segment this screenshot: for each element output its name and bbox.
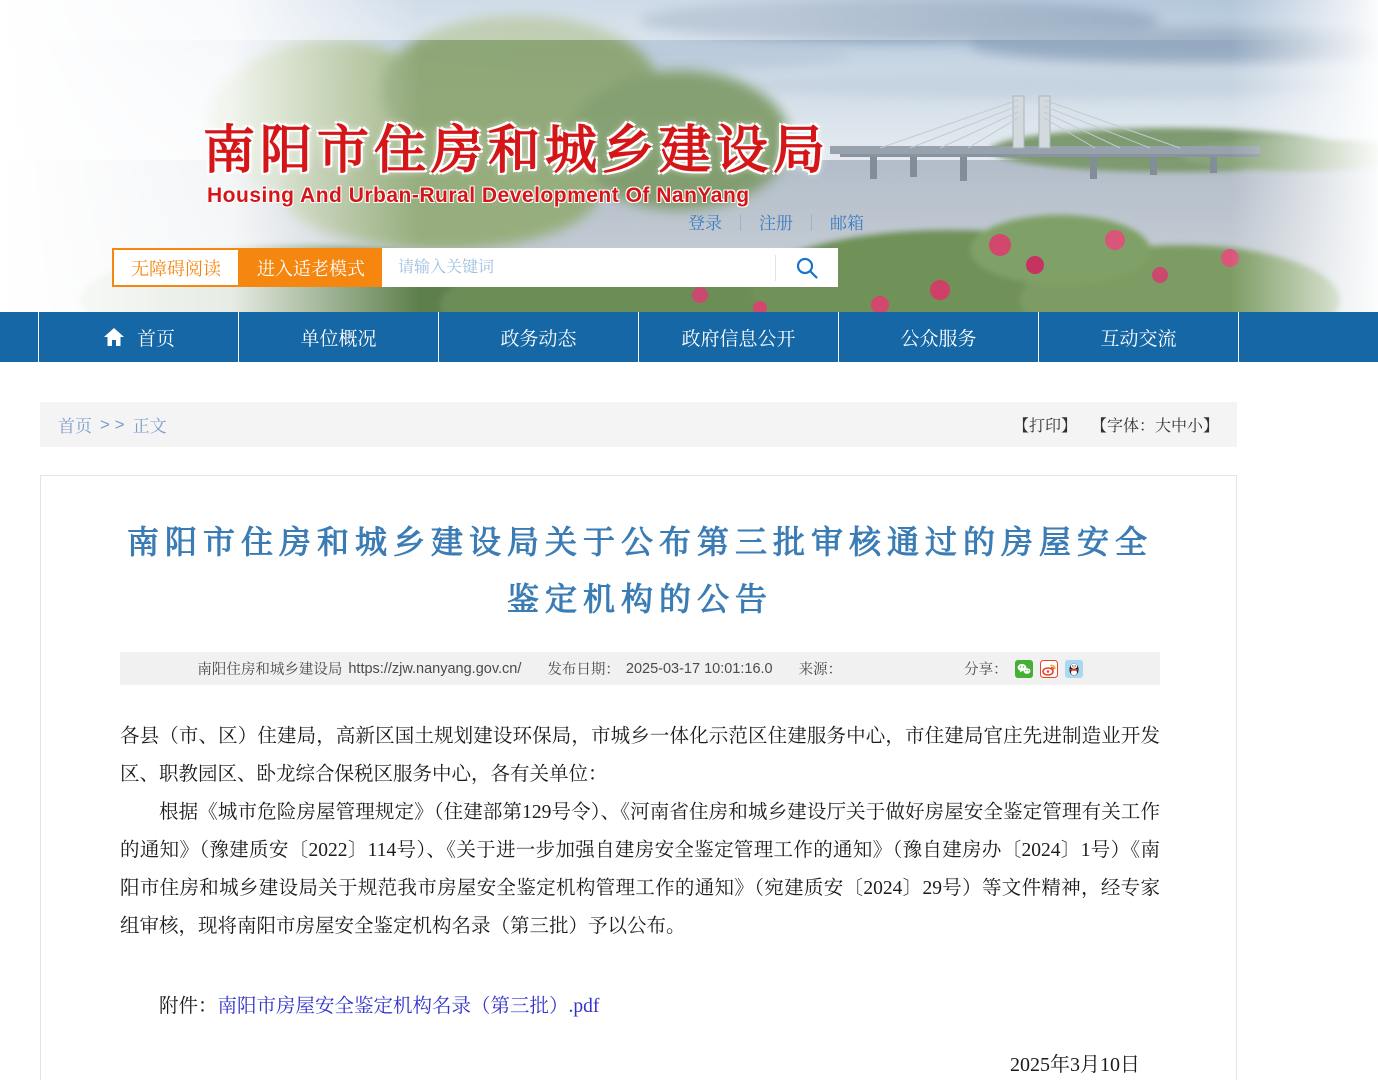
login-row [688, 209, 864, 234]
attachment-line [120, 990, 1160, 1018]
breadcrumb-bar [40, 402, 1237, 447]
login-link[interactable]: 登录 [688, 214, 722, 233]
site-subtitle: Housing And Urban-Rural Development Of NanYang [207, 184, 750, 207]
article-meta-bar [120, 652, 1160, 685]
meta-source-label: 来源： [798, 662, 843, 678]
meta-publish-label: 发布日期： [547, 662, 620, 678]
meta-source-site [197, 658, 521, 679]
meta-source-site-name: 南阳住房和城乡建设局 [197, 662, 343, 678]
nav-item-public-service[interactable] [838, 312, 1038, 362]
attachment-pdf-link[interactable]: 南阳市房屋安全鉴定机构名录（第三批）.pdf [217, 996, 600, 1017]
site-banner [0, 0, 1378, 312]
nav-item-label: 互动交流 [1100, 328, 1177, 350]
breadcrumb-separator: > > [100, 414, 125, 434]
meta-publish-datetime: 2025-03-17 10:01:16.0 [625, 660, 773, 677]
nav-item-label: 政务动态 [500, 328, 577, 350]
article-paragraph: 各县（市、区）住建局，高新区国土规划建设环保局，市城乡一体化示范区住建服务中心，市住建局官庄先进制造业开发区、职教园区、卧龙综合保税区服务中心，各有关单位： [120, 726, 1160, 785]
nav-item-label: 政府信息公开 [681, 328, 796, 350]
nav-item-news[interactable] [438, 312, 638, 362]
register-link[interactable]: 注册 [759, 214, 793, 233]
nav-item-label: 单位概况 [300, 328, 377, 350]
breadcrumb [58, 412, 167, 437]
nav-item-home[interactable] [38, 312, 238, 362]
article-title: 南阳市住房和城乡建设局关于公布第三批审核通过的房屋安全鉴定机构的公告 [126, 524, 1153, 617]
meta-site-url: https://zjw.nanyang.gov.cn/ [348, 660, 522, 677]
site-title: 南阳市住房和城乡建设局 [203, 122, 831, 180]
article-paragraph: 根据《城市危险房屋管理规定》（住建部第129号令）、《河南省住房和城乡建设厅关于做好房屋安全鉴定管理有关工作的通知》（豫建质安〔2022〕114号）、《关于进一步加强自建房安全鉴定管理工作的通知》（豫自建房办〔2024〕1号）《南阳市住房和城乡建设局关于规范我市房屋安全鉴定机构管理工作的通知》（宛建质安〔2024〕29号）等文件精神，经专家组审核，现将南阳市房屋安全鉴定机构名录（第三批）予以公布。 [120, 802, 1160, 937]
article-card [40, 475, 1237, 1080]
search-input[interactable] [382, 248, 775, 287]
nav-item-overview[interactable] [238, 312, 438, 362]
nav-item-label: 首页 [136, 328, 175, 350]
nav-item-label: 公众服务 [900, 328, 977, 350]
page-tools [1013, 413, 1219, 436]
meta-source [799, 658, 843, 679]
search-icon [794, 255, 820, 281]
share-label: 分享： [964, 662, 1008, 678]
wechat-share-icon[interactable] [1015, 660, 1033, 678]
home-icon [102, 325, 126, 349]
nav-tail [1238, 312, 1378, 362]
login-separator: ｜ [732, 214, 749, 233]
accessibility-button[interactable]: 无障碍阅读 [112, 248, 240, 287]
font-size-control[interactable]: 【字体：大中小】 [1090, 418, 1219, 435]
article-sign-date: 2025年3月10日 [1010, 1054, 1140, 1076]
nav-item-interaction[interactable] [1038, 312, 1238, 362]
main-nav [0, 312, 1378, 362]
login-separator: ｜ [803, 214, 820, 233]
search-button[interactable] [776, 248, 838, 287]
elder-mode-button[interactable]: 进入适老模式 [240, 248, 382, 287]
search-box [382, 248, 838, 287]
mailbox-link[interactable]: 邮箱 [830, 214, 864, 233]
qq-share-icon[interactable] [1065, 660, 1083, 678]
nav-spacer [0, 312, 38, 362]
article-body [120, 718, 1160, 946]
meta-publish [547, 658, 772, 679]
share-group [964, 658, 1083, 679]
breadcrumb-current: 正文 [132, 417, 167, 436]
breadcrumb-home-link[interactable]: 首页 [58, 417, 92, 436]
nav-item-gov-info[interactable] [638, 312, 838, 362]
toolbar-row [112, 248, 838, 287]
print-button[interactable]: 【打印】 [1012, 418, 1077, 435]
attachment-label: 附件： [159, 996, 218, 1017]
weibo-share-icon[interactable] [1040, 660, 1058, 678]
